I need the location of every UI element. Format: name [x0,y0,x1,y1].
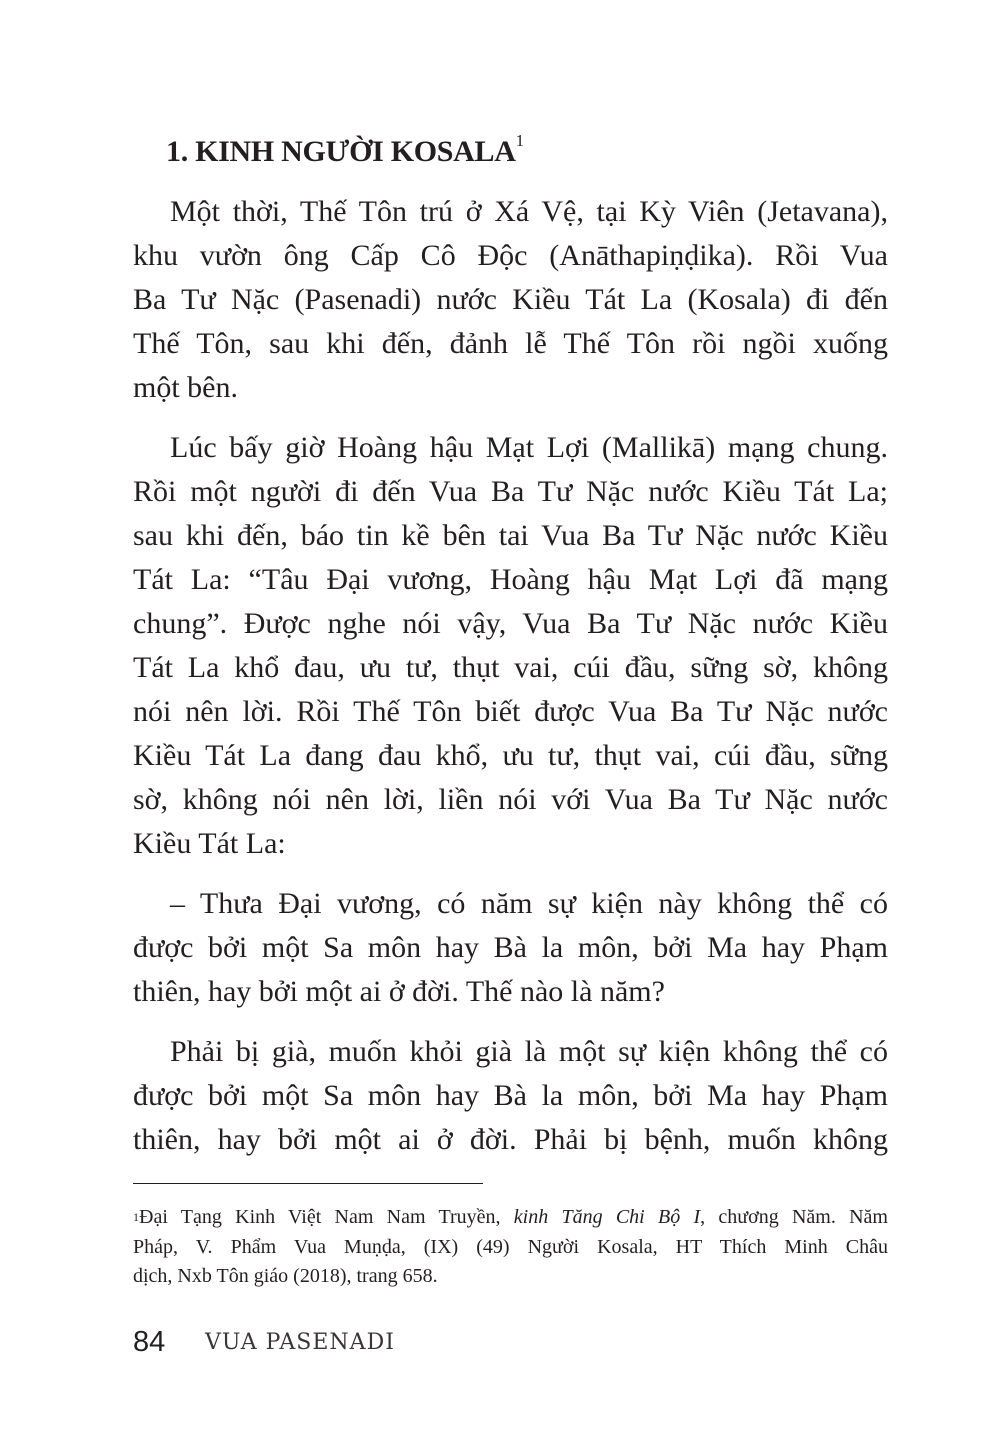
text-line: được bởi một Sa môn hay Bà la môn, bởi Ma hay Phạm [133,1079,888,1112]
text-line: được bởi một Sa môn hay Bà la môn, bởi Ma hay Phạm [133,931,888,964]
footnote-marker: 1 [133,1210,139,1224]
text-line: Rồi một người đi đến Vua Ba Tư Nặc nước Kiều Tát La; [133,475,888,508]
text-line: Tát La: “Tâu Đại vương, Hoàng hậu Mạt Lợi đã mạng [133,563,888,596]
text-line: Ba Tư Nặc (Pasenadi) nước Kiều Tát La (Kosala) đi đến [133,283,888,316]
paragraph [133,426,888,866]
footnote-title: kinh Tăng Chi Bộ I [513,1206,701,1228]
paragraph [133,882,888,1014]
text-line: sờ, không nói nên lời, liền nói với Vua Ba Tư Nặc nước [133,783,888,816]
section-heading [166,131,524,169]
text-line: Kiều Tát La đang đau khổ, ưu tư, thụt vai, cúi đầu, sững [133,739,888,772]
body-text [133,190,888,1178]
footnote-text: , chương Năm. Năm [700,1206,888,1228]
paragraph [133,190,888,410]
text-line: thiên, hay bởi một ai ở đời. Thế nào là năm? [133,975,665,1008]
text-line: một bên. [133,371,238,404]
text-line: Kiều Tát La: [133,827,286,860]
text-line: Thế Tôn, sau khi đến, đảnh lễ Thế Tôn rồi ngồi xuống [133,327,888,360]
text-line: sau khi đến, báo tin kề bên tai Vua Ba Tư Nặc nước Kiều [133,519,888,552]
page-number: 84 [133,1326,166,1358]
text-line: chung”. Được nghe nói vậy, Vua Ba Tư Nặc nước Kiều [133,607,888,640]
footnote-ref[interactable]: 1 [515,131,524,150]
footnote-divider [133,1183,483,1184]
text-line: Tát La khổ đau, ưu tư, thụt vai, cúi đầu, sững sờ, không [133,651,888,684]
text-line: Lúc bấy giờ Hoàng hậu Mạt Lợi (Mallikā) mạng chung. [170,431,888,464]
footnote-line: dịch, Nxb Tôn giáo (2018), trang 658. [133,1265,438,1287]
text-line: khu vườn ông Cấp Cô Độc (Anāthapiṇḍika). Rồi Vua [133,239,888,272]
text-line: – Thưa Đại vương, có năm sự kiện này không thể có [170,887,888,920]
text-line: thiên, hay bởi một ai ở đời. Phải bị bệnh, muốn không [133,1123,888,1156]
footnote [133,1203,888,1292]
paragraph [133,1030,888,1162]
running-head: VUA PASENADI [205,1330,395,1355]
footnote-line: Pháp, V. Phẩm Vua Muṇḍa, (IX) (49) Người Kosala, HT Thích Minh Châu [133,1235,888,1258]
text-line: nói nên lời. Rồi Thế Tôn biết được Vua Ba Tư Nặc nước [133,695,888,728]
text-line: Một thời, Thế Tôn trú ở Xá Vệ, tại Kỳ Viên (Jetavana), [170,195,888,228]
footnote-text: Đại Tạng Kinh Việt Nam Nam Truyền, [139,1206,514,1228]
footnote-line [133,1203,888,1233]
text-line: Phải bị già, muốn khỏi già là một sự kiện không thể có [170,1035,888,1068]
heading-text: 1. KINH NGƯỜI KOSALA [166,135,516,168]
